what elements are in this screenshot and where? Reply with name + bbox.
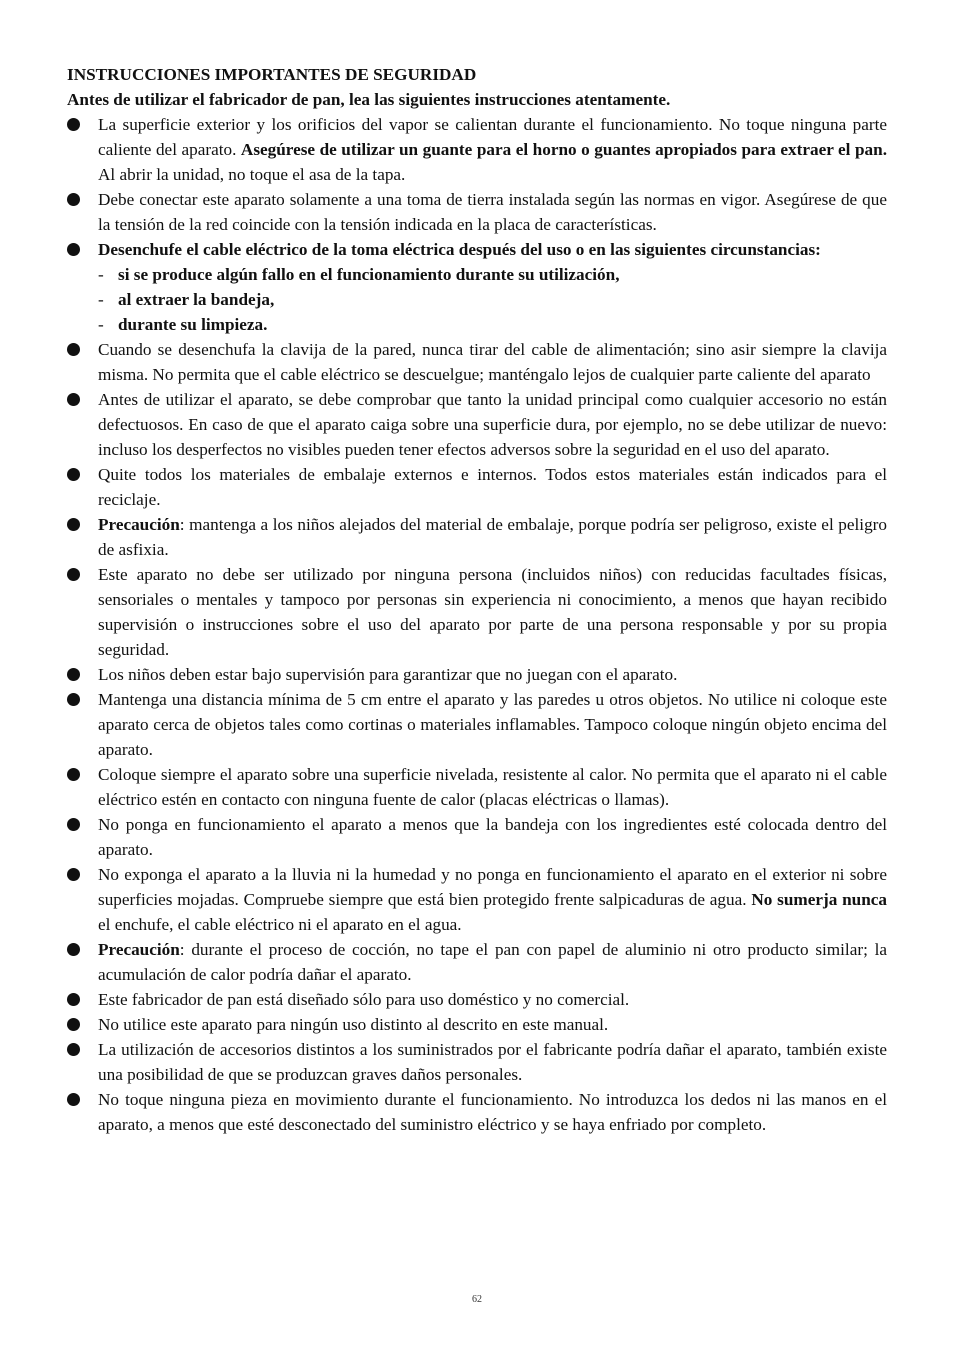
list-item [67,1087,887,1137]
list-item [67,987,887,1012]
list-item [67,387,887,462]
sub-list-item [98,312,887,337]
list-item-text: : durante el proceso de cocción, no tape el pan con papel de aluminio ni otro producto similar; la acumulación de calor podría dañar el aparato. [98,940,887,984]
bullet-icon [67,668,80,681]
list-item [67,462,887,512]
bullet-icon [67,993,80,1006]
dash-marker: - [98,315,104,334]
list-item-emphasis: Precaución [98,515,180,534]
list-item-text: Debe conectar este aparato solamente a una toma de tierra instalada según las normas en vigor. Asegúrese de que la tensión de la red coincide con la tensión indicada en la placa de características. [98,190,887,234]
list-item [67,187,887,237]
list-item [67,937,887,987]
bullet-icon [67,468,80,481]
dash-marker: - [98,290,104,309]
bullet-icon [67,193,80,206]
list-item-text: Este fabricador de pan está diseñado sólo para uso doméstico y no comercial. [98,990,630,1009]
bullet-icon [67,693,80,706]
sub-list-item [98,262,887,287]
bullet-icon [67,118,80,131]
page-number: 62 [472,1294,482,1305]
list-item-text: Mantenga una distancia mínima de 5 cm entre el aparato y las paredes u otros objetos. No utilice ni coloque este aparato cerca de objetos tales como cortinas o materiales inflamables. Tampoco coloque ningún objeto encima del aparato. [98,690,887,759]
list-item-text: Este aparato no debe ser utilizado por ninguna persona (incluidos niños) con reducidas facultades físicas, sensoriales o mentales y tampoco por personas sin experiencia ni conocimiento, a menos que hayan recibido supervisión o instrucciones sobre el uso del aparato por parte de una persona responsable y por su propia seguridad. [98,565,887,659]
bullet-icon [67,1018,80,1031]
list-item [67,862,887,937]
dash-marker: - [98,265,104,284]
bullet-icon [67,1043,80,1056]
list-item-text: No utilice este aparato para ningún uso distinto al descrito en este manual. [98,1015,609,1034]
page-subtitle: Antes de utilizar el fabricador de pan, lea las siguientes instrucciones atentamente. [67,90,671,109]
bullet-icon [67,1093,80,1106]
bullet-icon [67,243,80,256]
bullet-icon [67,393,80,406]
bullet-icon [67,943,80,956]
list-item-text: La superficie exterior y los orificios del vapor se calientan durante el funcionamiento. No toque ninguna parte caliente del aparato. [98,115,887,159]
list-item-text: La utilización de accesorios distintos a los suministrados por el fabricante podría dañar el aparato, también existe una posibilidad de que se produzcan graves daños personales. [98,1040,887,1084]
bullet-icon [67,868,80,881]
list-item [67,562,887,662]
list-item [67,237,887,337]
list-item-text: Los niños deben estar bajo supervisión para garantizar que no juegan con el aparato. [98,665,678,684]
list-item-text: el enchufe, el cable eléctrico ni el aparato en el agua. [98,915,462,934]
sub-list-item [98,287,887,312]
list-item-emphasis: Precaución [98,940,180,959]
list-item-text: No toque ninguna pieza en movimiento durante el funcionamiento. No introduzca los dedos ni las manos en el aparato, a menos que esté desconectado del suministro eléctrico y se haya enfriado por completo. [98,1090,887,1134]
sub-list [98,262,887,337]
page-content [67,62,887,1137]
list-item [67,762,887,812]
page-title: INSTRUCCIONES IMPORTANTES DE SEGURIDAD [67,65,477,84]
list-item [67,1037,887,1087]
list-item [67,337,887,387]
list-item [67,662,887,687]
list-item-emphasis: No sumerja nunca [751,890,887,909]
list-item-text: No ponga en funcionamiento el aparato a menos que la bandeja con los ingredientes esté colocada dentro del aparato. [98,815,887,859]
bullet-icon [67,818,80,831]
list-item [67,812,887,862]
safety-instructions-list [67,112,887,1137]
list-item-text: Al abrir la unidad, no toque el asa de la tapa. [98,165,406,184]
list-item [67,687,887,762]
list-item-emphasis: Asegúrese de utilizar un guante para el horno o guantes apropiados para extraer el pan. [240,140,887,159]
list-item-text: Cuando se desenchufa la clavija de la pared, nunca tirar del cable de alimentación; sino asir siempre la clavija misma. No permita que el cable eléctrico se descuelgue; manténgalo lejos de cualquier parte caliente del aparato [98,340,887,384]
sub-list-item-text: si se produce algún fallo en el funcionamiento durante su utilización, [118,265,620,284]
bullet-icon [67,518,80,531]
bullet-icon [67,343,80,356]
list-item-text: No exponga el aparato a la lluvia ni la humedad y no ponga en funcionamiento el aparato en el exterior ni sobre superficies mojadas. Compruebe siempre que está bien protegido frente salpicaduras de agua. [98,865,887,909]
bullet-icon [67,768,80,781]
list-item-text: : mantenga a los niños alejados del material de embalaje, porque podría ser peligroso, existe el peligro de asfixia. [98,515,887,559]
list-item-text: Coloque siempre el aparato sobre una superficie nivelada, resistente al calor. No permita que el aparato ni el cable eléctrico estén en contacto con ninguna fuente de calor (placas eléctricas o llamas). [98,765,887,809]
list-item [67,1012,887,1037]
bullet-icon [67,568,80,581]
sub-list-item-text: durante su limpieza. [118,315,268,334]
sub-list-item-text: al extraer la bandeja, [118,290,275,309]
list-item-text: Antes de utilizar el aparato, se debe comprobar que tanto la unidad principal como cualquier accesorio no están defectuosos. En caso de que el aparato caiga sobre una superficie dura, por ejemplo, no se debe utilizar de nuevo: incluso los desperfectos no visibles pueden tener efectos adversos sobre la seguridad en el uso del aparato. [98,390,887,459]
list-item-emphasis: Desenchufe el cable eléctrico de la toma eléctrica después del uso o en las siguientes circunstancias: [98,240,821,259]
list-item [67,512,887,562]
list-item-text: Quite todos los materiales de embalaje externos e internos. Todos estos materiales están indicados para el reciclaje. [98,465,887,509]
list-item [67,112,887,187]
